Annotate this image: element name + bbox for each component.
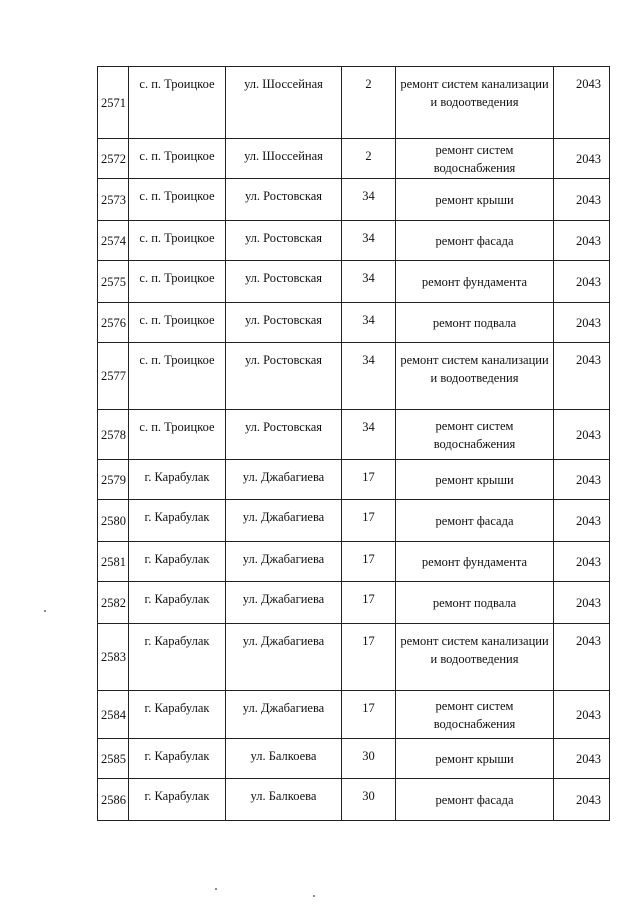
- row-number-cell: 2581: [98, 542, 129, 582]
- table-row: [98, 179, 610, 221]
- settlement-cell: г. Карабулак: [129, 460, 226, 500]
- street-cell: ул. Ростовская: [226, 179, 342, 221]
- table-row: [98, 261, 610, 303]
- street-cell: ул. Шоссейная: [226, 67, 342, 139]
- year-cell: 2043: [554, 500, 610, 542]
- street-cell: ул. Джабагиева: [226, 460, 342, 500]
- work-type-cell: ремонт крыши: [396, 460, 554, 500]
- work-type-cell: ремонт систем водоснабжения: [396, 691, 554, 739]
- year-cell: 2043: [554, 343, 610, 410]
- street-cell: ул. Балкоева: [226, 739, 342, 779]
- work-type-cell: ремонт подвала: [396, 303, 554, 343]
- settlement-cell: г. Карабулак: [129, 582, 226, 624]
- row-number-cell: 2575: [98, 261, 129, 303]
- work-type-cell: ремонт крыши: [396, 739, 554, 779]
- street-cell: ул. Балкоева: [226, 779, 342, 821]
- work-type-cell: ремонт систем канализации и водоотведения: [396, 67, 554, 139]
- street-cell: ул. Ростовская: [226, 410, 342, 460]
- house-number-cell: 30: [342, 739, 396, 779]
- settlement-cell: г. Карабулак: [129, 739, 226, 779]
- table-row: [98, 67, 610, 139]
- street-cell: ул. Джабагиева: [226, 542, 342, 582]
- house-number-cell: 17: [342, 582, 396, 624]
- settlement-cell: г. Карабулак: [129, 691, 226, 739]
- table-row: [98, 542, 610, 582]
- table-row: [98, 460, 610, 500]
- year-cell: 2043: [554, 179, 610, 221]
- year-cell: 2043: [554, 460, 610, 500]
- street-cell: ул. Джабагиева: [226, 582, 342, 624]
- street-cell: ул. Шоссейная: [226, 139, 342, 179]
- settlement-cell: с. п. Троицкое: [129, 139, 226, 179]
- scan-speck: [44, 610, 46, 612]
- table-row: [98, 410, 610, 460]
- year-cell: 2043: [554, 542, 610, 582]
- row-number-cell: 2577: [98, 343, 129, 410]
- house-number-cell: 34: [342, 179, 396, 221]
- table-row: [98, 739, 610, 779]
- work-type-cell: ремонт систем водоснабжения: [396, 139, 554, 179]
- house-number-cell: 34: [342, 343, 396, 410]
- street-cell: ул. Джабагиева: [226, 691, 342, 739]
- house-number-cell: 17: [342, 500, 396, 542]
- house-number-cell: 34: [342, 261, 396, 303]
- row-number-cell: 2574: [98, 221, 129, 261]
- work-type-cell: ремонт систем водоснабжения: [396, 410, 554, 460]
- house-number-cell: 30: [342, 779, 396, 821]
- row-number-cell: 2582: [98, 582, 129, 624]
- house-number-cell: 34: [342, 221, 396, 261]
- table-row: [98, 624, 610, 691]
- settlement-cell: с. п. Троицкое: [129, 343, 226, 410]
- row-number-cell: 2580: [98, 500, 129, 542]
- house-number-cell: 17: [342, 542, 396, 582]
- table-row: [98, 582, 610, 624]
- street-cell: ул. Ростовская: [226, 221, 342, 261]
- row-number-cell: 2578: [98, 410, 129, 460]
- year-cell: 2043: [554, 691, 610, 739]
- year-cell: 2043: [554, 67, 610, 139]
- house-number-cell: 2: [342, 139, 396, 179]
- scan-speck: [215, 888, 217, 890]
- row-number-cell: 2586: [98, 779, 129, 821]
- work-type-cell: ремонт фасада: [396, 221, 554, 261]
- work-type-cell: ремонт фасада: [396, 500, 554, 542]
- settlement-cell: г. Карабулак: [129, 500, 226, 542]
- street-cell: ул. Ростовская: [226, 343, 342, 410]
- row-number-cell: 2576: [98, 303, 129, 343]
- house-number-cell: 17: [342, 624, 396, 691]
- settlement-cell: с. п. Троицкое: [129, 221, 226, 261]
- work-type-cell: ремонт подвала: [396, 582, 554, 624]
- year-cell: 2043: [554, 779, 610, 821]
- table-row: [98, 303, 610, 343]
- row-number-cell: 2573: [98, 179, 129, 221]
- work-type-cell: ремонт систем канализации и водоотведения: [396, 343, 554, 410]
- house-number-cell: 2: [342, 67, 396, 139]
- house-number-cell: 17: [342, 691, 396, 739]
- settlement-cell: с. п. Троицкое: [129, 67, 226, 139]
- row-number-cell: 2583: [98, 624, 129, 691]
- settlement-cell: с. п. Троицкое: [129, 303, 226, 343]
- house-number-cell: 17: [342, 460, 396, 500]
- settlement-cell: г. Карабулак: [129, 542, 226, 582]
- work-type-cell: ремонт фундамента: [396, 542, 554, 582]
- row-number-cell: 2572: [98, 139, 129, 179]
- work-type-cell: ремонт систем канализации и водоотведения: [396, 624, 554, 691]
- street-cell: ул. Ростовская: [226, 303, 342, 343]
- work-type-cell: ремонт фундамента: [396, 261, 554, 303]
- year-cell: 2043: [554, 261, 610, 303]
- settlement-cell: г. Карабулак: [129, 779, 226, 821]
- year-cell: 2043: [554, 624, 610, 691]
- repair-schedule-table: [97, 66, 610, 821]
- year-cell: 2043: [554, 303, 610, 343]
- year-cell: 2043: [554, 582, 610, 624]
- street-cell: ул. Джабагиева: [226, 624, 342, 691]
- table-body: [98, 67, 610, 821]
- house-number-cell: 34: [342, 303, 396, 343]
- row-number-cell: 2571: [98, 67, 129, 139]
- settlement-cell: с. п. Троицкое: [129, 179, 226, 221]
- table-row: [98, 691, 610, 739]
- settlement-cell: с. п. Троицкое: [129, 261, 226, 303]
- year-cell: 2043: [554, 139, 610, 179]
- table-row: [98, 343, 610, 410]
- row-number-cell: 2585: [98, 739, 129, 779]
- table-row: [98, 139, 610, 179]
- row-number-cell: 2584: [98, 691, 129, 739]
- scan-speck: [313, 895, 315, 897]
- row-number-cell: 2579: [98, 460, 129, 500]
- work-type-cell: ремонт крыши: [396, 179, 554, 221]
- year-cell: 2043: [554, 221, 610, 261]
- settlement-cell: г. Карабулак: [129, 624, 226, 691]
- street-cell: ул. Джабагиева: [226, 500, 342, 542]
- street-cell: ул. Ростовская: [226, 261, 342, 303]
- year-cell: 2043: [554, 410, 610, 460]
- table-row: [98, 221, 610, 261]
- table-row: [98, 500, 610, 542]
- house-number-cell: 34: [342, 410, 396, 460]
- settlement-cell: с. п. Троицкое: [129, 410, 226, 460]
- work-type-cell: ремонт фасада: [396, 779, 554, 821]
- year-cell: 2043: [554, 739, 610, 779]
- table-row: [98, 779, 610, 821]
